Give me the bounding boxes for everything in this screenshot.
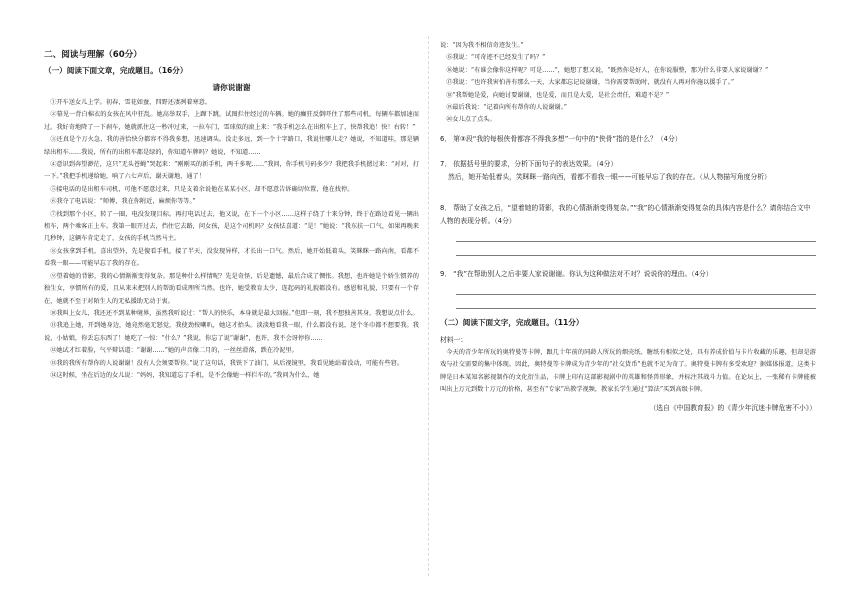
paragraph: ⑭这时候，坐在后边的女儿说：“妈妈，我知道忘了手机，是不会像她一样拦车的。”我问为什么，她 (50, 371, 320, 379)
question-number: 6． (440, 134, 452, 143)
question-number: 8． (440, 203, 452, 212)
column-divider (428, 36, 429, 576)
paragraph: ⑯她说：“有谁会像你这样呢？可是……”，她想了想又说，“既然你是好人，在你说服整，那为什么非要人家说谢谢？” (446, 66, 769, 74)
paragraph: ⑦找到那个小区，转了一圈，电没发现目标。再打电话过去，他又说，在下一个小区……这样子绕了十来分钟，终于在路边看见一辆出租车，两个乘客正上车。我第一眼开过去，挡住它去路，问女孩，是这个司机吗？女孩怯喜道：“是！”她说：“我东扶一口气，如果再晚来几秒钟，这辆车肯定走了，女孩的手机当然马主。 (44, 210, 419, 243)
paragraph: ⑩我叫上女儿，我还还不到某种境界，虽然我听说过：“帮人的快乐，本身就是最大回报。”但即一刻，我不想独善其身，我想说点什么。 (50, 309, 419, 317)
answer-line[interactable] (456, 295, 816, 309)
question-7 (440, 158, 816, 171)
question-text: 帮助了女孩之后，“望着她的背影，我的心情渐渐变得复杂。”“我”的心情渐渐变得复杂的具体内容是什么？请你结合文中人物的表现分析。（4分） (440, 203, 811, 225)
question-text: 依据括号里的要求，分析下面句子的表达效果。（4分） (453, 159, 618, 168)
source-citation: （选自《中国教育报》的《青少年沉迷卡牌危害不小》） (649, 404, 816, 413)
paragraph: 说：“因为我不相信奇迹发生。” (440, 42, 524, 49)
paragraph: ⑫她试才红着脸，气平辩话道：“谢谢……”她的声音像二月的，一丝丝滑落，跌在冷泥里。 (50, 347, 298, 355)
question-9 (440, 268, 816, 281)
paragraph: ⑧女孩拿到手机，喜出望外，先是傻看手机，接了半天，没发现异样，才长出一口气。然后，她开始低着头，笑眯眯一路向南，看都不看我一眼——可能早忘了我的存在。 (44, 247, 419, 268)
sub-heading: （一）阅读下面文章，完成题目。（16分） (44, 66, 188, 75)
paragraph: ⑮我说：“可奇迹不已经发生了吗？” (446, 54, 546, 62)
paragraph: ⑬我的我所有帮你的人说谢谢！没有人会须要帮你。”说了这句话，我铁下了油门，从后视镜里，我看见她站着没动，可能有些窘。 (50, 359, 403, 367)
paragraph: ④意识到奔望渺茫，这只“无头苍蝇”哭起来：“刚刚买的新手机，两千多呢……”我问，你手机号码多少？我把我手机摁过来：“对对，打一下。”我把手机递给她，响了六七声后，谢天谢地，通了！ (44, 161, 419, 181)
material-label: 材料一： (440, 335, 468, 344)
question-6 (440, 133, 816, 146)
right-column (440, 40, 816, 412)
paragraph: ⑲最后我说：“记着向所有帮你的人说谢谢。” (446, 104, 567, 112)
left-column (44, 44, 419, 382)
paragraph: ⑥我夺了电话说：“师傅，我在你附近，麻烦你等等。” (50, 198, 196, 206)
paragraph: ⑳女儿点了点头。 (446, 116, 496, 124)
paragraph: ⑨望着她的背影，我的心情渐渐变得复杂。那是种什么样情呢？先是奇怪，后是遗憾，最后合成了惆怅。我想，也许她是个娇生惯养的独生女，享惯所有的爱，且从来未把别人的帮助看成理所当然。也许，她受教育太少，连起码的礼貌都没有。感恩和礼貌，只要有一个存在，她就不至于对陌生人的无私援助无动于衷。 (44, 272, 419, 305)
section-heading: 二、阅读与理解（60分） (44, 50, 142, 60)
question-text: “我”在帮助别人之后非要人家说谢谢。你认为这种做法对不对？说说你的理由。（4分） (453, 269, 713, 278)
section2-heading: （二）阅读下面文字，完成题目。（11分） (440, 317, 584, 327)
paragraph: ⑰我说：“也许我害怕善有那么一天，大家都忘记说谢谢，当你需要帮助时，就没有人再对你施以援手了。” (446, 79, 735, 87)
paragraph: ①开车送女儿上学。初春，雪花如蚕，四野还凄冽着寒意。 (50, 99, 212, 106)
answer-line[interactable] (456, 228, 816, 242)
answer-line[interactable] (456, 281, 816, 295)
paragraph: ⑪我追上她，开到她身边，她竟然毫无怒觉，我使劲按喇叭，她这才抬头。淡淡地看我一眼，什么都没有说，迷个冬巾都不想要我。我说，小姑娘，你丢忘东西了！她吃了一惊：“什么？”我说，你忘了说“谢谢”，也许，我不会讶停你…… (44, 322, 419, 342)
paragraph: ③还真是个万火急，我的善恰快分都容不得我多想，迅速调头。没走多远，到一个十字路口，我说往哪儿走？她说，不知道哇，那是辆绿出租车……我说，所有的出租车都是绿的，你知道车牌吗？她说，不知道…… (44, 136, 419, 156)
material-text: 今天的青少年所玩的奥特曼等卡牌，跟几十年前的同龄人所玩的烟壳纸、糖纸有相似之处，具有养成价值与卡片收藏的乐趣，但却是游戏与社交需要的集中体现。因此，奥特曼等卡牌成为青少年的“社交货币”也就不足为奇了。奥特曼卡牌有多受欢迎？据媒体报道，这类卡牌是日本某知名影视制作的文化衍生品，卡牌上印有这部影视剧中的英雄和怪兽形象，并标注其战斗力值。在论坛上，一张稀有卡牌能被叫出上万元到数十万元的价格，甚至有“专家”出教学视频，教家长学生通过“算法”买到高级卡牌。 (440, 348, 816, 394)
question-number: 7． (440, 159, 452, 168)
paragraph: ⑤接电话的是出租车司机，可他不愿意过来，只是支着余说他在某某小区，却不愿意告诉确切位置，他在找停。 (50, 185, 354, 193)
question-quote: 然后，她开始低着头，笑眯眯一路向西，看都不看我一眼——可能早忘了我的存在。（从人物描写角度分析） (448, 172, 771, 181)
question-8 (440, 202, 816, 228)
paragraph: ②幕见一背白棉衣的女孩在风中狂乱。她高举双手，上蹿下跳，试图拦住经过的车辆。她的癫狂反倒吓住了那些司机，每辆车都加速而过。我好奇地降了一下刹车，她就抓住这一秒冲过来，一拉车门，雪球似的滚上来：“我手机怎么在出租车上了，快帮我追！快！右转！” (44, 111, 419, 131)
answer-line[interactable] (456, 242, 816, 256)
question-number: 9． (440, 269, 452, 278)
paragraph: ⑱“我帮她是爱，向她讨要谢谢，也是爱，而且是大爱，是社会责任，难道不是？” (446, 91, 670, 99)
question-text: 第③段“我的每根侠骨都容不得我多想”一句中的“侠骨”指的是什么？（4分） (453, 134, 682, 143)
article-title: 请你说谢谢 (212, 83, 251, 92)
